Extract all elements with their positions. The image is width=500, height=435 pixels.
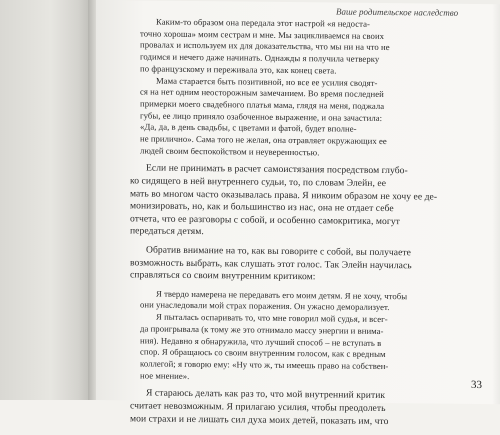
quote-line: да проигрывала (к тому же это отнимало массу энергии и внима-	[140, 323, 384, 336]
quote-line: людей своим беспокойством и неуверенностью.	[140, 145, 320, 158]
text-line: справляться со своим внутренним критиком:	[130, 269, 316, 283]
quote-line: коллегой; я говорю ему: «Ну что ж, ты имеешь право на собствен-	[140, 358, 389, 372]
text-line: считает невозможным. Я прилагаю усилия, чтобы преодолеть	[130, 400, 386, 415]
page-edge-shadow	[492, 4, 500, 404]
quote-line: спор. Я обращаюсь со своим внутренним голосом, как с вредным	[140, 346, 386, 360]
quote-line: губы, ее лицо приняло озабоченное выражение, и она зачастила:	[140, 110, 383, 123]
text-line: возможность выбрать, как слушать этот голос. Так Элейн научилась	[130, 256, 412, 271]
quote-line: ное мнение».	[140, 370, 190, 381]
left-page-edge	[0, 0, 92, 400]
page-text	[130, 16, 486, 435]
text-line: Если не принимать в расчет самоистязания посредством глубо-	[146, 162, 408, 177]
quote-line: годимся и нечего даже начинать. Однажды я получила четверку	[140, 51, 380, 65]
paragraph-3	[130, 388, 486, 430]
quote-line: Я пыталась оспаривать то, что мне говорил мой судья, и всег-	[156, 311, 388, 325]
quote-line: не прилично». Сама того не желая, она отравляет окружающих ее	[140, 133, 387, 147]
quote-line: Мама старается быть позитивной, но все ее усилия сводят-	[156, 75, 378, 88]
quote-line: Каким-то образом она передала этот настрой «я недоста-	[156, 16, 370, 29]
text-line: Я стараюсь делать как раз то, что мой внутренний критик	[146, 387, 386, 402]
paragraph-2	[130, 244, 486, 286]
text-line: Обратив внимание на то, как вы говорите с собой, вы получаете	[146, 244, 411, 259]
right-page	[96, 0, 500, 427]
quote-line: «Да, да, в день свадьбы, с цветами и фатой, будет вполне-	[140, 121, 357, 135]
quote-line: по французскому и переживала это, как конец света.	[140, 63, 337, 76]
text-line: мои страхи и не лишать сил духа моих детей, показать им, что	[130, 412, 389, 427]
text-line: мать во многом часто оказывалась права. Я никоим образом не хочу ее де-	[130, 187, 438, 203]
quote-line: ся на нет одним неосторожным замечанием. Во время последней	[140, 86, 384, 100]
running-head: Ваше родительское наследство	[336, 6, 459, 18]
text-line: отчета, что ее разговоры с собой, и особенно самокритика, могут	[130, 213, 400, 227]
quote-block-1	[140, 16, 486, 160]
quote-line: они унаследовали мой страх поражения. Он ужасно деморализует.	[140, 299, 390, 313]
text-line: монизировать, но, как и большинство из нас, она не отдает себе	[130, 200, 394, 215]
quote-line: точно хороша» моим сестрам и мне. Мы зацикливаемся на своих	[140, 28, 385, 41]
text-line: передаться детям.	[130, 225, 204, 238]
text-line: ко сидящего в ней внутреннего судьи, то, по словам Элейн, ее	[130, 175, 386, 190]
page-number: 33	[471, 378, 482, 392]
quote-block-2	[140, 288, 486, 385]
quote-line: Я твердо намерена не передавать его моим детям. Я не хочу, чтобы	[156, 288, 408, 302]
quote-line: ния). Недавно я обнаружила, что лучший способ – не вступать в	[140, 335, 382, 348]
quote-line: примерки моего свадебного платья мама, глядя на меня, поджала	[140, 98, 385, 111]
paragraph-1	[130, 163, 486, 242]
quote-line: провалах и используем их для доказательства, что мы ни на что не	[140, 39, 390, 53]
